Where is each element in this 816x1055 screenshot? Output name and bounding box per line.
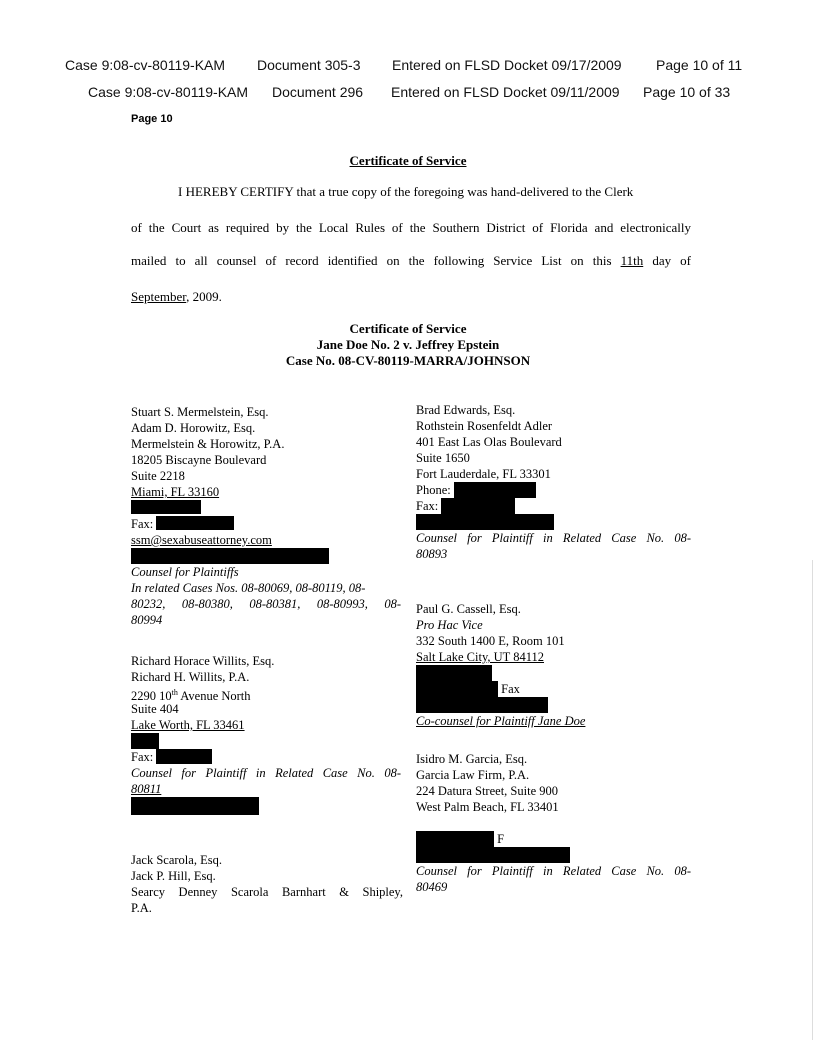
header-page: Page 10 of 11 xyxy=(656,57,743,73)
certificate-paragraph-line: of the Court as required by the Local Rules of the Southern District of Florida and electronically xyxy=(131,220,691,235)
redaction-block xyxy=(156,749,212,764)
redaction-block xyxy=(416,665,492,681)
certificate-paragraph-line: I HEREBY CERTIFY that a true copy of the foregoing was hand-delivered to the Clerk xyxy=(178,184,634,199)
redaction-block xyxy=(454,482,536,498)
redaction-block xyxy=(416,681,498,697)
service-entry-scarola: Jack Scarola, Esq. Jack P. Hill, Esq. Searcy Denney Scarola Barnhart & Shipley, P.A. xyxy=(131,853,403,915)
redaction-block xyxy=(416,697,548,713)
redaction-block xyxy=(131,548,329,564)
redaction-block xyxy=(441,498,515,514)
header-document: Document 305-3 xyxy=(257,57,361,73)
scan-edge-line xyxy=(812,560,813,1040)
day-value: 11th xyxy=(620,253,644,268)
caption-case-number: Case No. 08-CV-80119-MARRA/JOHNSON xyxy=(285,353,531,368)
certificate-paragraph-line: September, 2009. xyxy=(131,289,222,304)
caption-parties: Jane Doe No. 2 v. Jeffrey Epstein xyxy=(316,337,500,352)
header-entered: Entered on FLSD Docket 09/17/2009 xyxy=(392,57,622,73)
redaction-block xyxy=(416,831,494,847)
page-label: Page 10 xyxy=(131,113,173,125)
email-link[interactable]: ssm@sexabuseattorney.com xyxy=(131,533,272,547)
header-document: Document 296 xyxy=(272,84,364,100)
redaction-block xyxy=(416,847,570,863)
certificate-paragraph-line: mailed to all counsel of record identified on the following Service List on this 11th day of xyxy=(131,253,692,268)
month-value: September xyxy=(131,289,187,304)
header-case-number: Case 9:08-cv-80119-KAM xyxy=(65,57,226,73)
service-entry-edwards: Brad Edwards, Esq. Rothstein Rosenfeldt Adler 401 East Las Olas Boulevard Suite 1650 Fort Lauderdale, FL 33301 Phone: Fax: Counsel for Plaintiff in Related Case No. 08- 80893 xyxy=(416,403,691,561)
caption-title: Certificate of Service xyxy=(349,321,467,336)
redaction-block xyxy=(131,733,159,749)
service-entry-garcia: Isidro M. Garcia, Esq. Garcia Law Firm, P.A. 224 Datura Street, Suite 900 West Palm Beach, FL 33401 F Counsel for Plaintiff in Related Case No. 08- 80469 xyxy=(416,752,691,894)
header-entered: Entered on FLSD Docket 09/11/2009 xyxy=(391,84,620,100)
redaction-block xyxy=(416,514,554,530)
header-case-number: Case 9:08-cv-80119-KAM xyxy=(88,84,249,100)
redaction-block xyxy=(131,797,259,815)
service-entry-mermelstein: Stuart S. Mermelstein, Esq. Adam D. Horowitz, Esq. Mermelstein & Horowitz, P.A. 18205 Biscayne Boulevard Suite 2218 Miami, FL 33160 Fax: ssm@sexabuseattorney.com Counsel for Plaintiffs In related Cases Nos. 08-80069, 08-80119, 08- 80232, 08-80380, 08-80381, 08-80993, 08- 80994 xyxy=(131,405,401,627)
redaction-block xyxy=(156,516,234,530)
header-page: Page 10 of 33 xyxy=(643,84,731,100)
service-entry-willits: Richard Horace Willits, Esq. Richard H. Willits, P.A. 2290 10th Avenue North Suite 404 Lake Worth, FL 33461 Fax: Counsel for Plaintiff in Related Case No. 08- 80811 xyxy=(131,653,401,813)
redaction-block xyxy=(131,500,201,514)
certificate-title: Certificate of Service xyxy=(349,153,467,168)
service-entry-cassell: Paul G. Cassell, Esq. Pro Hac Vice 332 South 1400 E, Room 101 Salt Lake City, UT 84112 Fax Co-counsel for Plaintiff Jane Doe xyxy=(416,602,586,728)
